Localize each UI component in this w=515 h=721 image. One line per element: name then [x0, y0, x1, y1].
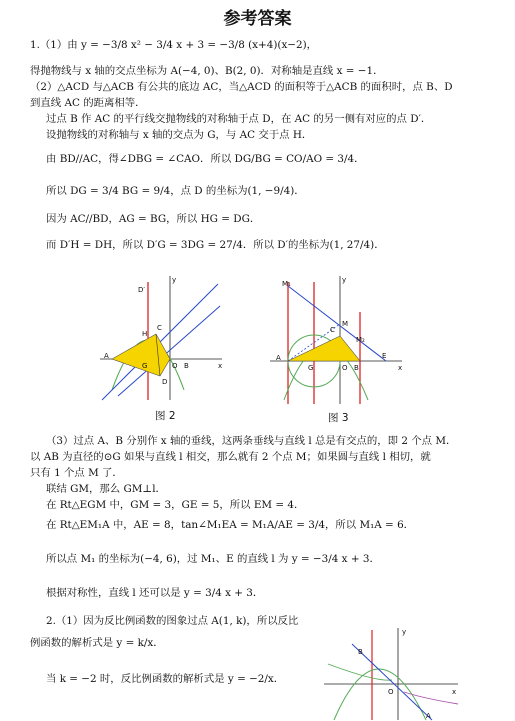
label: H	[142, 330, 148, 338]
label: x	[218, 362, 223, 370]
text-line: 联结 GM，那么 GM⊥l．	[46, 483, 166, 495]
label: O	[388, 688, 394, 696]
text-line: 只有 1 个点 M 了．	[30, 467, 123, 479]
label: M	[342, 320, 349, 328]
label: M₁	[282, 280, 291, 288]
label: G	[142, 362, 148, 370]
label: B	[354, 364, 359, 372]
label: y	[402, 628, 407, 636]
text-line: 当 k = −2 时，反比例函数的解析式是 y = −2/x．	[46, 673, 285, 685]
text-line: 在 Rt△EM₁A 中，AE = 8，tan∠M₁EA = M₁A/AE = 3/4，所以 M₁A = 6．	[46, 519, 415, 531]
text-line: （2）△ACD 与△ACB 有公共的底边 AC，当△ACD 的面积等于△ACB 的面积时，点 B、D	[30, 81, 453, 93]
text-line: 1.（1）由 y = −3/8 x² − 3/4 x + 3 = −3/8 (x+4)(x−2)，	[30, 39, 318, 51]
text-line: 例函数的解析式是 y = k/x．	[30, 637, 164, 649]
label: D′	[138, 286, 145, 294]
label: C	[330, 326, 335, 334]
text-line: 到直线 AC 的距离相等．	[30, 97, 146, 109]
text-line: 2.（1）因为反比例函数的图象过点 A(1, k)，所以反比	[46, 615, 299, 627]
label: G	[308, 364, 314, 372]
text-line: 设抛物线的对称轴与 x 轴的交点为 G，与 AC 交于点 H．	[46, 129, 313, 141]
figure-2	[98, 272, 228, 402]
figure-3	[268, 272, 408, 407]
text-line: 根据对称性，直线 l 还可以是 y = 3/4 x + 3．	[46, 587, 264, 599]
label: A	[276, 354, 281, 362]
text-line: 在 Rt△EGM 中，GM = 3，GE = 5，所以 EM = 4．	[46, 499, 305, 511]
label: y	[172, 276, 177, 284]
label: y	[342, 276, 347, 284]
label: O	[172, 362, 178, 370]
label: B	[184, 362, 189, 370]
page-title: 参考答案	[223, 9, 292, 29]
text-line: 过点 B 作 AC 的平行线交抛物线的对称轴于点 D，在 AC 的另一侧有对应的点 D′．	[46, 113, 432, 125]
label: O	[342, 364, 348, 372]
label: B	[358, 648, 363, 656]
figure-3-caption: 图 3	[328, 412, 349, 424]
label: x	[452, 688, 457, 696]
text-line: 而 D′H = DH，所以 D′G = 3DG = 27/4．所以 D′的坐标为(1, 27/4)．	[46, 239, 385, 251]
figure-2-caption: 图 2	[155, 410, 176, 422]
text-line: 所以点 M₁ 的坐标为(−4, 6)，过 M₁、E 的直线 l 为 y = −3/4 x + 3．	[46, 553, 380, 565]
label: C	[157, 324, 162, 332]
label: E	[382, 352, 387, 360]
label: D	[162, 378, 168, 386]
text-line: 由 BD//AC，得∠DBG = ∠CAO．所以 DG/BG = CO/AO = 3/4．	[46, 153, 365, 165]
label: A	[426, 712, 431, 720]
text-line: 以 AB 为直径的⊙G 如果与直线 l 相交，那么就有 2 个点 M；如果圆与直线 l 相切，就	[30, 451, 431, 463]
text-line: （3）过点 A、B 分别作 x 轴的垂线，这两条垂线与直线 l 总是有交点的，即 2 个点 M．	[46, 435, 457, 447]
label: M₂	[356, 336, 365, 344]
label: x	[398, 364, 403, 372]
text-line: 因为 AC//BD，AG = BG，所以 HG = DG．	[46, 213, 261, 225]
text-line: 所以 DG = 3/4 BG = 9/4，点 D 的坐标为(1, −9/4)．	[46, 185, 305, 197]
figure-4	[322, 624, 462, 721]
text-line: 得抛物线与 x 轴的交点坐标为 A(−4, 0)、B(2, 0)．对称轴是直线 x = −1．	[30, 65, 384, 77]
label: A	[104, 352, 109, 360]
